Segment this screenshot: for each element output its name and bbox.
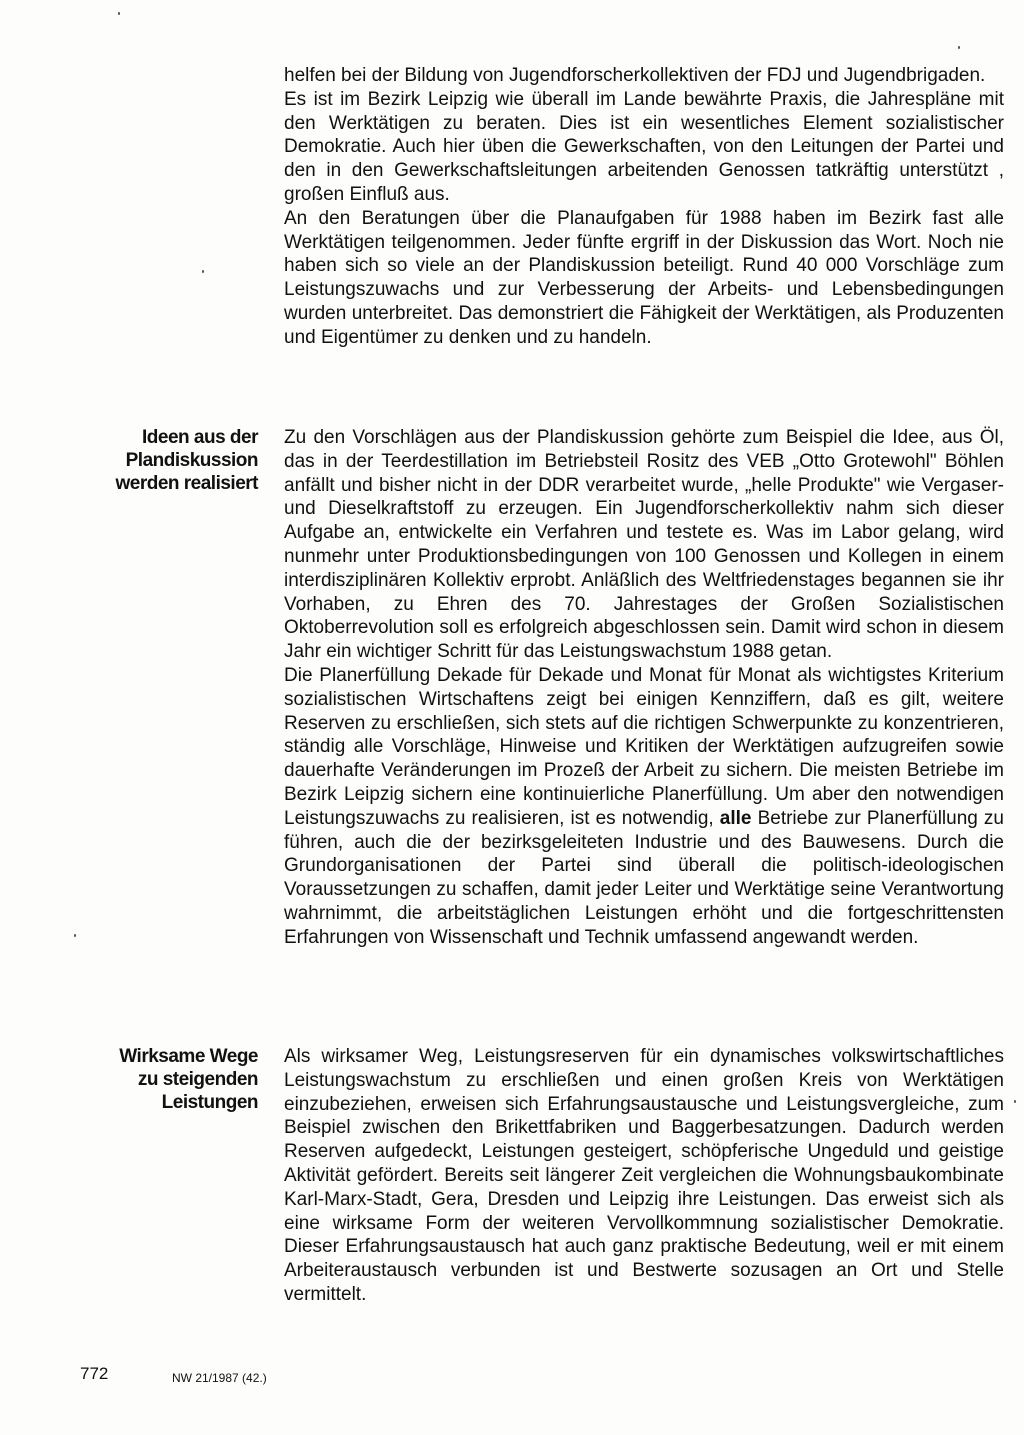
side-heading-line: Wirksame Wege <box>119 1046 258 1067</box>
scan-speck <box>202 270 204 273</box>
body-column-section-1 <box>284 64 1004 350</box>
issue-reference: NW 21/1987 (42.) <box>172 1371 267 1385</box>
paragraph: helfen bei der Bildung von Jugendforscherkollektiven der FDJ und Jugendbrigaden. <box>284 65 986 86</box>
side-heading-line: Plandiskussion <box>125 450 258 471</box>
paragraph-text: Die Planerfüllung Dekade für Dekade und Monat für Monat als wichtigstes Kriterium sozialistischen Wirtschaftens zeigt bei einigen Kennziffern, daß es gilt, weitere Reserven zu erschließen, sich stets auf die richtigen Schwerpunkte zu konzentrieren, ständig alle Vorschläge, Hinweise und Kritiken der Werktätigen aufzugreifen sowie dauerhafte Veränderungen im Prozeß der Arbeit zu sichern. Die meisten Betriebe im Bezirk Leipzig sichern eine kontinuierliche Planerfüllung. Um aber den notwendigen Leistungszuwachs zu realisieren, ist es notwendig, <box>284 664 1004 829</box>
scan-speck <box>74 934 76 937</box>
paragraph: Als wirksamer Weg, Leistungsreserven für ein dynamisches volkswirtschaftliches Leistungswachstum zu erschließen und einen großen Kreis von Werktätigen einzubeziehen, erweisen sich Erfahrungsaustausche und Leistungsvergleiche, zum Beispiel zwischen den Brikettfabriken und Baggerbesatzungen. Dadurch werden Reserven aufgedeckt, Leistungen gesteigert, schöpferische Ungeduld und geistige Aktivität gefördert. Bereits seit längerer Zeit vergleichen die Wohnungsbaukombinate Karl-Marx-Stadt, Gera, Dresden und Leipzig ihre Leistungen. Das erweist sich als eine wirksame Form der weiteren Vervollkommnung sozialistischer Demokratie. Dieser Erfahrungsaustausch hat auch ganz praktische Bedeutung, weil er mit einem Arbeiteraustausch verbunden ist und Bestwerte sozusagen an Ort und Stelle vermittelt. <box>284 1046 1004 1305</box>
side-heading-line: werden realisiert <box>115 473 258 494</box>
paragraph <box>284 664 1004 950</box>
side-heading-line: Leistungen <box>161 1092 258 1113</box>
body-column-section-3 <box>284 1045 1004 1307</box>
side-heading-line: Ideen aus der <box>142 427 258 448</box>
page-number: 772 <box>80 1364 109 1383</box>
emphasis-text: alle <box>719 807 752 829</box>
scan-speck <box>118 12 120 15</box>
scan-speck <box>1014 1100 1016 1103</box>
paragraph-text: Betriebe zur Planerfüllung zu führen, auch die der bezirksgeleiteten Industrie und des Bauwesens. Durch die Grundorganisationen der Partei sind überall die politisch-ideologischen Voraussetzungen zu schaffen, damit jeder Leiter und Werktätige seine Verantwortung wahrnimmt, die arbeitstäglichen Leistungen erhöht und die fortgeschrittensten Erfahrungen von Wissenschaft und Technik umfassend angewandt werden. <box>284 807 1004 948</box>
scan-speck <box>958 46 960 49</box>
body-column-section-2 <box>284 426 1004 950</box>
side-heading-ways <box>60 1045 258 1114</box>
side-heading-line: zu steigenden <box>137 1069 258 1090</box>
paragraph: Es ist im Bezirk Leipzig wie überall im Lande bewährte Praxis, die Jahrespläne mit den Werktätigen zu beraten. Dies ist ein wesentliches Element sozialistischer Demokratie. Auch hier üben die Gewerkschaften, von den Leitungen der Partei und den in den Gewerkschaftsleitungen arbeitenden Genossen tatkräftig unterstützt , großen Einfluß aus. <box>284 88 1004 205</box>
paragraph: Zu den Vorschlägen aus der Plandiskussion gehörte zum Beispiel die Idee, aus Öl, das in der Teerdestillation im Betriebsteil Rositz des VEB „Otto Grotewohl" Böhlen anfällt und bisher nicht in der DDR verarbeitet wurde, „helle Produkte" wie Vergaser- und Dieselkraftstoff zu erzeugen. Ein Jugendforscherkollektiv nahm sich dieser Aufgabe an, entwickelte ein Verfahren und testete es. Was im Labor gelang, wird nunmehr unter Produktionsbedingungen von 100 Genossen und Kollegen in einem interdisziplinären Kollektiv erprobt. Anläßlich des Weltfriedenstages begannen sie ihr Vorhaben, zu Ehren des 70. Jahrestages der Großen Sozialistischen Oktoberrevolution soll es erfolgreich abgeschlossen sein. Damit wird schon in diesem Jahr ein wichtiger Schritt für das Leistungswachstum 1988 getan. <box>284 427 1004 663</box>
side-heading-ideas <box>60 426 258 495</box>
paragraph: An den Beratungen über die Planaufgaben für 1988 haben im Bezirk fast alle Werktätigen teilgenommen. Jeder fünfte ergriff in der Diskussion das Wort. Noch nie haben sich so viele an der Plandiskussion beteiligt. Rund 40 000 Vorschläge zum Leistungszuwachs und zur Verbesserung der Arbeits- und Lebensbedingungen wurden unterbreitet. Das demonstriert die Fähigkeit der Werktätigen, als Produzenten und Eigentümer zu denken und zu handeln. <box>284 207 1004 348</box>
